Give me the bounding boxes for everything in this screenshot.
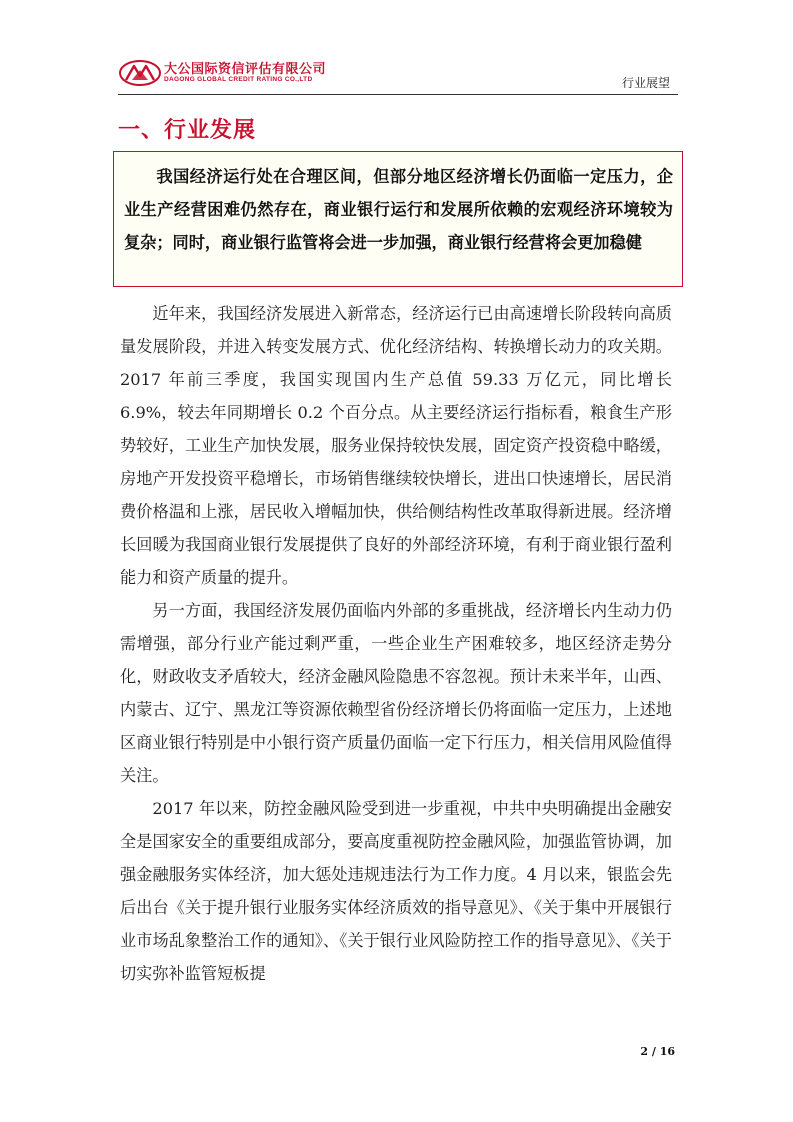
dagong-logo-icon bbox=[118, 58, 162, 88]
section-label: 行业展望 bbox=[621, 76, 670, 90]
page-number: 2 / 16 bbox=[640, 1045, 675, 1058]
header-divider bbox=[118, 94, 678, 95]
page-header bbox=[118, 52, 678, 92]
paragraph: 另一方面，我国经济发展仍面临内外部的多重挑战，经济增长内生动力仍需增强，部分行业产能过剩严重，一些企业生产困难较多，地区经济走势分化，财政收支矛盾较大，经济金融风险隐患不容忽视。预计未来半年，山西、内蒙古、辽宁、黑龙江等资源依赖型省份经济增长仍将面临一定压力，上述地区商业银行特别是中小银行资产质量仍面临一定下行压力，相关信用风险值得关注。 bbox=[120, 601, 672, 785]
section-title: 一、行业发展 bbox=[118, 118, 257, 143]
summary-text: 我国经济运行处在合理区间，但部分地区经济增长仍面临一定压力，企业生产经营困难仍然存在，商业银行运行和发展所依赖的宏观经济环境较为复杂；同时，商业银行监管将会进一步加强，商业银行经营将会更加稳健 bbox=[124, 167, 673, 252]
body-text bbox=[120, 297, 672, 990]
paragraph: 近年来，我国经济发展进入新常态，经济运行已由高速增长阶段转向高质量发展阶段，并进入转变发展方式、优化经济结构、转换增长动力的攻关期。2017 年前三季度，我国实现国内生产总值 59.33 万亿元，同比增长 6.9%，较去年同期增长 0.2 个百分点。从主要经济运行指标看，粮食生产形势较好，工业生产加快发展，服务业保持较快发展，固定资产投资稳中略缓，房地产开发投资平稳增长，市场销售继续较快增长，进出口快速增长，居民消费价格温和上涨，居民收入增幅加快，供给侧结构性改革取得新进展。经济增长回暖为我国商业银行发展提供了良好的外部经济环境，有利于商业银行盈利能力和资产质量的提升。 bbox=[120, 304, 672, 587]
summary-box bbox=[113, 151, 683, 287]
company-name-cn: 大公国际资信评估有限公司 bbox=[164, 62, 327, 77]
company-name-en: DAGONG GLOBAL CREDIT RATING CO.,LTD bbox=[164, 76, 313, 83]
paragraph: 2017 年以来，防控金融风险受到进一步重视，中共中央明确提出金融安全是国家安全的重要组成部分，要高度重视防控金融风险，加强监管协调，加强金融服务实体经济，加大惩处违规违法行为工作力度。4 月以来，银监会先后出台《关于提升银行业服务实体经济质效的指导意见》、《关于集中开展银行业市场乱象整治工作的通知》、《关于银行业风险防控工作的指导意见》、《关于切实弥补监管短板提 bbox=[120, 799, 672, 983]
